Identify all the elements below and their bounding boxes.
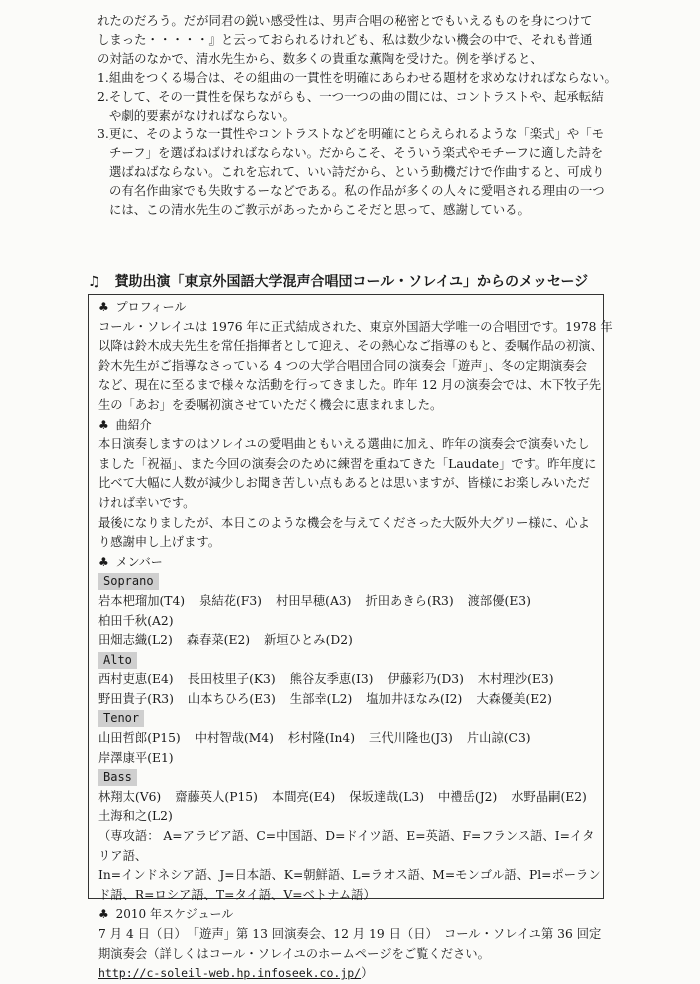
club-icon: ♣: [98, 300, 109, 314]
member-name: 岸澤康平(E1): [98, 750, 174, 765]
member-name: 齋藤英人(P15): [175, 789, 258, 804]
member-name: 保坂達哉(L3): [349, 789, 424, 804]
part-label-row: [98, 709, 602, 729]
club-icon: ♣: [98, 907, 109, 922]
part-label-soprano: Soprano: [98, 573, 159, 590]
member-name: 渡部優(E3): [467, 593, 531, 608]
profile-line: 以降は鈴木成夫先生を常任指揮者として迎え、その熱心なご指導のもと、委嘱作品の初演、: [98, 339, 603, 354]
member-row: [98, 631, 602, 651]
intro-text: [97, 12, 617, 220]
member-row: [98, 807, 602, 827]
member-name: 三代川隆也(J3): [369, 731, 453, 746]
part-label-row: [98, 768, 602, 788]
part-label-alto: Alto: [98, 652, 137, 669]
schedule-line: 期演奏会（詳しくはコール・ソレイユのホームページをご覧ください。: [98, 946, 490, 961]
member-row: [98, 749, 602, 769]
member-parts: [98, 572, 602, 827]
legend-line: In=インドネシア語、J=日本語、K=朝鮮語、L=ラオス語、M=モンゴル語、Pl=ポーラン: [98, 868, 601, 883]
intro-line: れたのだろう。だが同君の鋭い感受性は、男声合唱の秘密とでもいえるものを身につけて: [97, 13, 593, 28]
intro-line: しまった・・・・・』と云っておられるけれども、私は数少ない機会の中で、それも普通: [97, 31, 593, 47]
member-name: 熊谷友季恵(I3): [289, 672, 374, 687]
songs-line: ければ幸いです。: [98, 495, 196, 510]
club-icon: ♣: [98, 417, 109, 432]
member-name: 片山諒(C3): [466, 731, 531, 746]
member-name: 中禮岳(J2): [438, 789, 498, 804]
member-name: 伊藤彩乃(D3): [387, 672, 464, 687]
member-row: [98, 670, 602, 690]
member-name: 西村吏恵(E4): [98, 672, 174, 687]
profile-line: コール・ソレイユは 1976 年に正式結成された、東京外国語大学唯一の合唱団です。1978 年: [98, 319, 613, 334]
member-name: 新垣ひとみ(D2): [264, 633, 353, 648]
message-content: [98, 298, 613, 984]
member-name: 生部幸(L2): [289, 691, 353, 706]
legend-line: ド語、R=ロシア語、T=タイ語、V=ベトナム語）: [98, 887, 376, 902]
schedule-line: 7 月 4 日（日） 「遊声」第 13 回演奏会、12 月 19 日（日） コール・ソレイユ第 36 回定: [98, 927, 602, 941]
member-name: 野田貴子(R3): [98, 691, 174, 706]
profile-title: ♣ プロフィール: [98, 300, 187, 314]
intro-line: 選ばねばならない。これを忘れて、いい詩だから、という動機だけで作曲すると、可成り: [109, 164, 605, 180]
heading-text: 賛助出演「東京外国語大学混声合唱団コール・ソレイユ」からのメッセージ: [114, 274, 589, 290]
intro-line: や劇的要素がなければならない。: [109, 107, 295, 123]
songs-title: ♣ 曲紹介: [98, 417, 152, 432]
member-name: 森春菜(E2): [186, 633, 251, 648]
member-name: 折田あきら(R3): [365, 593, 454, 608]
intro-line: 2.そして、その一貫性を保ちながらも、一つ一つの曲の間には、コントラストや、起承転結: [97, 88, 604, 104]
member-name: 土海和之(L2): [98, 809, 173, 824]
songs-line: 本日演奏しますのはソレイユの愛唱曲ともいえる選曲に加え、昨年の演奏会で演奏いたし: [98, 437, 590, 452]
songs-line: り感謝申し上げます。: [98, 535, 220, 550]
member-name: 岩本杷瑠加(T4): [98, 593, 186, 608]
member-row: [98, 788, 602, 808]
closing-paren: ）: [361, 966, 374, 981]
members-title: ♣ メンバー: [98, 554, 163, 569]
club-icon: ♣: [98, 554, 109, 569]
member-name: 水野晶嗣(E2): [511, 789, 587, 804]
member-name: 木村理沙(E3): [477, 672, 554, 687]
member-name: 山田哲郎(P15): [98, 731, 181, 746]
part-label-bass: Bass: [98, 769, 137, 786]
member-name: 大森優美(E2): [476, 691, 552, 706]
member-name: 長田枝里子(K3): [187, 672, 276, 687]
member-name: 泉結花(F3): [199, 593, 262, 608]
member-row: [98, 612, 602, 632]
member-name: 塩加井ほなみ(I2): [366, 691, 463, 706]
music-note-icon: ♫: [88, 274, 101, 290]
section-heading: [88, 271, 618, 291]
member-name: 本間亮(E4): [271, 789, 336, 804]
member-row: [98, 592, 602, 612]
legend-line: リア語、: [98, 848, 148, 863]
homepage-link[interactable]: http://c-soleil-web.hp.infoseek.co.jp/: [98, 966, 362, 981]
intro-line: チーフ」を選ばねばければならない。だからこそ、そういう楽式やモチーフに適した詩を: [109, 145, 604, 161]
member-name: 中村智哉(M4): [194, 731, 274, 746]
schedule-title: ♣ 2010 年スケジュール: [98, 907, 234, 922]
songs-line: ました「祝福」、また今回の演奏会のために練習を重ねてきた「Laudate」です。昨年度に: [98, 456, 597, 471]
member-name: 田畑志織(L2): [98, 633, 173, 648]
songs-line: 比べて大幅に人数が減少しお聞き苦しい点もあるとは思いますが、皆様にお楽しみいただ: [98, 476, 590, 491]
legend-line: （専攻語： A=アラビア語、C=中国語、D=ドイツ語、E=英語、F=フランス語、I=イタ: [98, 829, 595, 844]
member-name: 山本ちひろ(E3): [187, 691, 276, 706]
message-box: [88, 294, 613, 981]
profile-line: 鈴木先生がご指導なさっている 4 つの大学合唱団合同の演奏会「遊声」、冬の定期演奏会: [98, 358, 588, 373]
profile-line: など、現在に至るまで様々な活動を行ってきました。昨年 12 月の演奏会では、木下牧子先: [98, 378, 602, 393]
profile-line: 生の「あお」を委嘱初演させていただく機会に恵まれました。: [98, 397, 443, 412]
member-row: [98, 729, 602, 749]
part-label-row: [98, 651, 602, 671]
songs-line: 最後になりましたが、本日このような機会を与えてくださった大阪外大グリー様に、心よ: [98, 515, 590, 530]
part-label-tenor: Tenor: [98, 710, 144, 727]
intro-line: の対話のなかで、清水先生から、数多くの貴重な薫陶を受けた。例を挙げると、: [97, 50, 543, 66]
part-label-row: [98, 572, 602, 592]
member-name: 杉村隆(In4): [287, 731, 356, 746]
member-name: 柏田千秋(A2): [98, 613, 174, 628]
intro-line: 3.更に、そのような一貫性やコントラストなどを明確にとらえられるような「楽式」や「モ: [97, 126, 605, 142]
member-row: [98, 690, 602, 710]
intro-line: の有名作曲家でも失敗するーなどである。私の作品が多くの人々に愛唱される理由の一つ: [109, 183, 605, 199]
intro-line: には、この清水先生のご教示があったからこそだと思って、感謝している。: [109, 202, 530, 218]
intro-line: 1.組曲をつくる場合は、その組曲の一貫性を明確にあらわせる題材を求めなければならない。: [97, 69, 617, 85]
member-name: 林翔太(V6): [98, 789, 162, 804]
member-name: 村田早穂(A3): [275, 593, 352, 608]
